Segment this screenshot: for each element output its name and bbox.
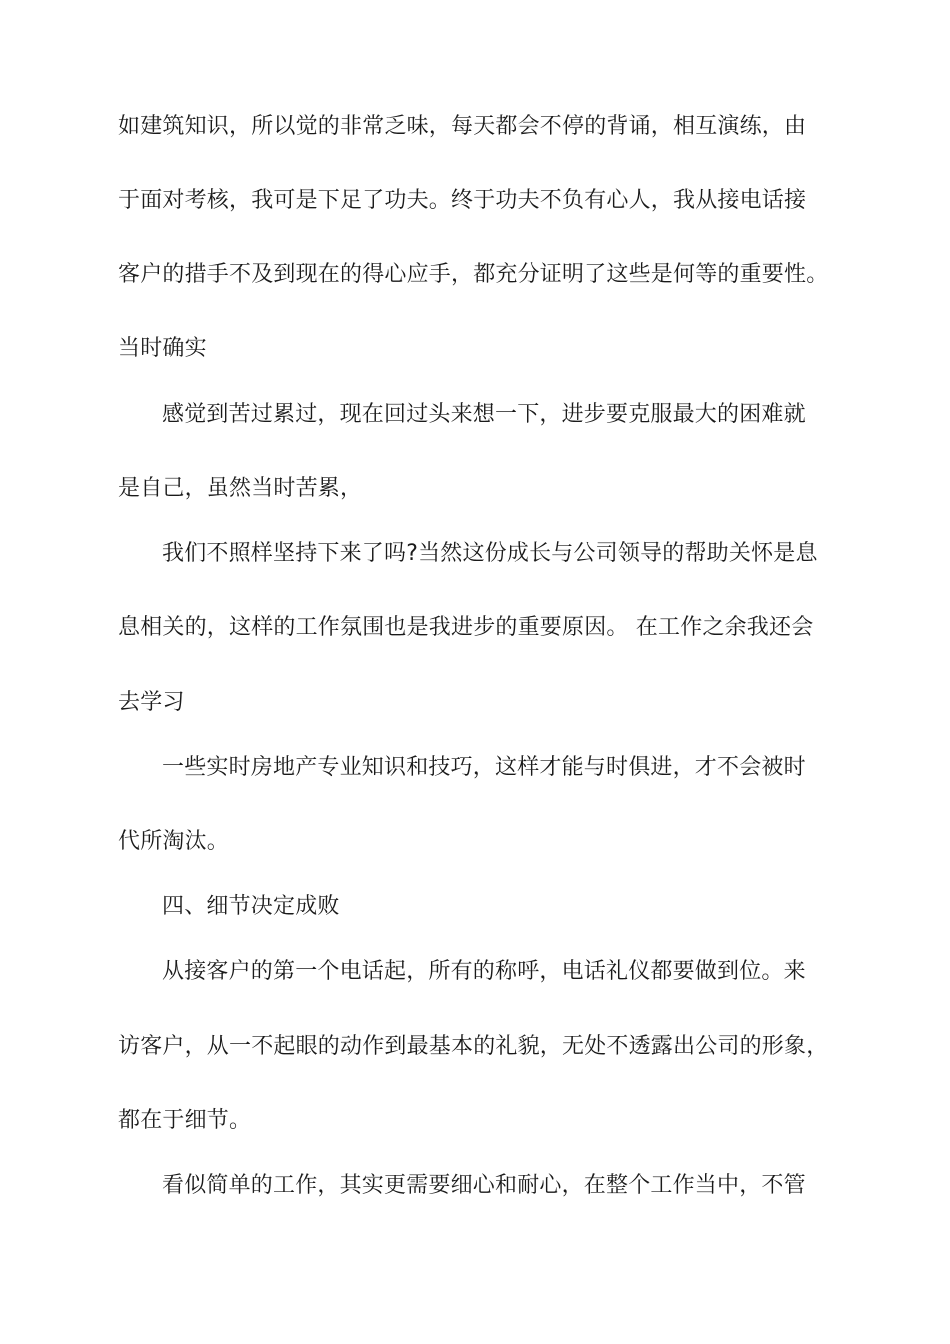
paragraph-line: 我们不照样坚持下来了吗?当然这份成长与公司领导的帮助关怀是息	[162, 541, 818, 566]
paragraph-line: 去学习	[118, 690, 185, 715]
section-heading: 四、细节决定成败	[162, 894, 340, 919]
paragraph-line: 客户的措手不及到现在的得心应手，都充分证明了这些是何等的重要性。	[118, 262, 829, 287]
paragraph-line: 息相关的，这样的工作氛围也是我进步的重要原因。 在工作之余我还会	[118, 615, 814, 640]
paragraph-line: 当时确实	[118, 336, 207, 361]
paragraph-line: 感觉到苦过累过，现在回过头来想一下，进步要克服最大的困难就	[162, 402, 806, 427]
paragraph-line: 都在于细节。	[118, 1108, 252, 1133]
paragraph-line: 于面对考核，我可是下足了功夫。终于功夫不负有心人，我从接电话接	[118, 188, 807, 213]
paragraph-line: 如建筑知识，所以觉的非常乏味，每天都会不停的背诵，相互演练，由	[118, 114, 807, 139]
paragraph-line: 是自己，虽然当时苦累，	[118, 476, 363, 501]
paragraph-line: 访客户，从一不起眼的动作到最基本的礼貌，无处不透露出公司的形象，	[118, 1034, 829, 1059]
paragraph-line: 一些实时房地产专业知识和技巧，这样才能与时俱进，才不会被时	[162, 755, 806, 780]
paragraph-line: 看似简单的工作，其实更需要细心和耐心，在整个工作当中，不管	[162, 1173, 806, 1198]
paragraph-line: 代所淘汰。	[118, 829, 230, 854]
paragraph-line: 从接客户的第一个电话起，所有的称呼，电话礼仪都要做到位。来	[162, 959, 806, 984]
